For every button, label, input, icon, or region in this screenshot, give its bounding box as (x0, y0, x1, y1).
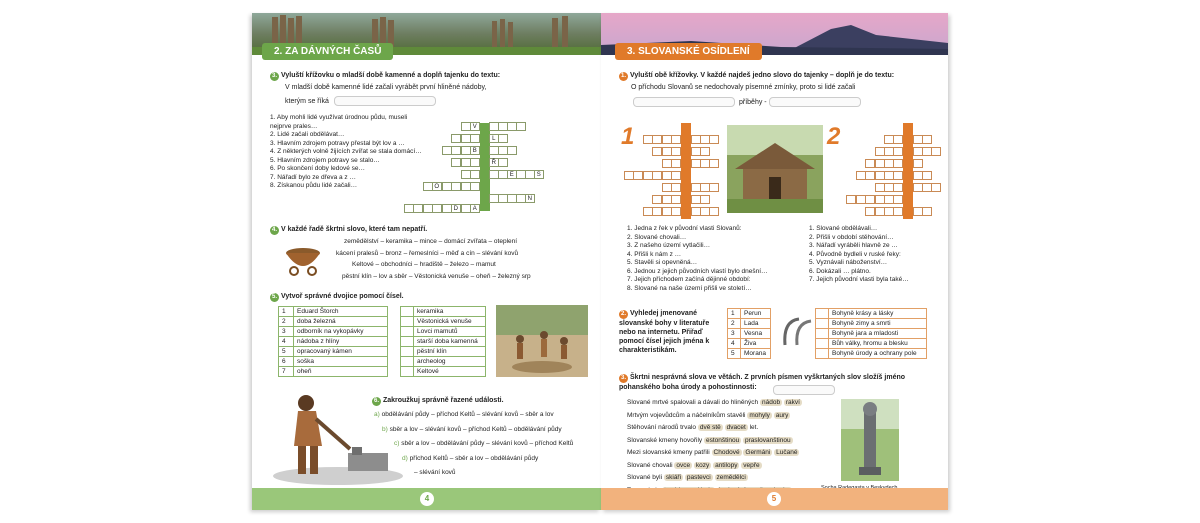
exercise-title: V každé řadě škrtni slovo, které tam nepatří. (280, 226, 428, 233)
exercise-4 (270, 225, 427, 235)
text-item[interactable]: dvacet (726, 424, 746, 431)
text-item: d) (402, 454, 408, 462)
table-cell[interactable] (401, 347, 414, 357)
sequence-options (374, 411, 594, 478)
crossword-cell[interactable] (652, 195, 662, 204)
clue-7: 7. Nářadí bylo ze dřeva a z … (270, 173, 356, 181)
option-a[interactable] (374, 411, 594, 420)
text-item: Slovanské kmeny hovořily (627, 436, 703, 444)
crossword-cell[interactable] (470, 158, 480, 167)
option-d[interactable] (402, 455, 594, 464)
crossword-cell[interactable]: B (470, 146, 480, 155)
text-item: c) (394, 440, 400, 447)
text-item: 7. Jejich původní vlasti byla také… (809, 276, 909, 283)
crossword-cell[interactable] (671, 195, 681, 204)
text-item[interactable]: pastevci (686, 474, 711, 481)
crossword-cell[interactable] (671, 207, 681, 216)
crossword-grid[interactable] (392, 113, 552, 213)
table-cell[interactable] (401, 357, 414, 367)
exercise-title: Škrtni nesprávná slova ve větách. Z prvních písmen vyškrtaných slov složíš jméno pohanského boha úrody a pohostinnosti: (619, 374, 906, 391)
table-cell[interactable] (816, 329, 829, 339)
crossword-cell[interactable] (700, 195, 710, 204)
table-cell[interactable] (401, 337, 414, 347)
crossword-cell[interactable]: L (489, 134, 499, 143)
left-page (252, 13, 601, 510)
clue-6: 6. Po skončení doby ledové se… (270, 165, 366, 172)
table-cell: 2 (279, 317, 294, 327)
crossword-cell[interactable]: E (507, 170, 517, 179)
crossword-cell[interactable] (913, 159, 923, 168)
text-item: sběr a lov – obdělávání půdy – slévání kovů – příchod Keltů (401, 440, 574, 447)
crossword-cell[interactable] (432, 204, 442, 213)
answer-line-3[interactable] (773, 385, 835, 395)
sentence-5 (627, 449, 827, 458)
crossword-cell[interactable] (922, 135, 932, 144)
text-item[interactable]: mohyly (749, 411, 770, 419)
crossword-cell[interactable] (451, 182, 461, 191)
option-b[interactable] (382, 426, 594, 435)
pairs-table-right (400, 306, 486, 377)
text-item: 4. Přišli k nám z … (627, 250, 682, 258)
sentence-4 (627, 437, 827, 446)
clue-1: 1. Aby mohli lidé využívat úrodnou půdu, museli nejprve prales… (270, 114, 408, 130)
sentence-1 (627, 399, 827, 408)
word-rows (336, 238, 596, 281)
exercise-3 (270, 71, 590, 81)
table-cell: Lada (741, 319, 771, 329)
text-item: 8. Slované na naše území přišli ve století… (627, 284, 752, 292)
text-item: 5. Stavěli si opevněná… (627, 259, 698, 266)
text-item[interactable]: aury (775, 411, 789, 419)
text-item: Mrtvým vojevůdcům a náčelníkům stavěli (627, 411, 746, 419)
table-cell[interactable] (816, 309, 829, 319)
clue-list-1 (627, 225, 802, 293)
table-cell: oheň (294, 367, 388, 377)
chapter-header: 3. SLOVANSKÉ OSÍDLENÍ (615, 43, 762, 60)
crossword-cell[interactable] (451, 158, 461, 167)
table-cell[interactable] (401, 327, 414, 337)
table-cell: nádoba z hlíny (294, 337, 388, 347)
table-cell: opracovaný kámen (294, 347, 388, 357)
tajenka-column (681, 123, 691, 219)
exercise-number: 4. (271, 227, 277, 233)
table-cell: 6 (279, 357, 294, 367)
chapter-header: 2. ZA DÁVNÝCH ČASŮ (262, 43, 393, 60)
crossword-cell[interactable] (671, 183, 681, 192)
exercise-number: 6. (373, 398, 379, 404)
exercise-title: Vyhledej jmenované slovanské bohy v literatuře nebo na internetu. Přiřaď pomocí čísel jejich jména k charakteristikám. (619, 310, 710, 354)
gods-table (727, 308, 771, 359)
option-c[interactable] (394, 440, 594, 449)
table-cell[interactable] (816, 319, 829, 329)
table-cell: odborník na vykopávky (294, 327, 388, 337)
clue-5: 5. Hlavním zdrojem potravy se stalo… (270, 156, 380, 164)
page-number: 4 (420, 492, 434, 506)
crossword-cell[interactable] (893, 159, 903, 168)
clue-4: 4. Z některých volně žijících zvířat se stala domácí… (270, 148, 422, 155)
crossword-cell[interactable] (451, 134, 461, 143)
crossword-cell[interactable]: N (525, 194, 535, 203)
crossword-cell[interactable] (922, 171, 932, 180)
table-cell: Vesna (741, 329, 771, 339)
crossword-cell[interactable] (893, 207, 903, 216)
text-item: 3. Z našeho území vytlačili… (627, 242, 711, 249)
crossword-grid-1[interactable] (617, 123, 727, 223)
table-cell: Eduard Štorch (294, 307, 388, 317)
crossword-cell[interactable] (652, 207, 662, 216)
crossword-cell[interactable] (709, 183, 719, 192)
crossword-cell[interactable] (470, 182, 480, 191)
crossword-number-1: 1 (621, 123, 635, 150)
text-item: sběr a lov – slévání kovů – příchod Keltů – obdělávání půdy (389, 425, 562, 433)
text-item: 4. Původně bydleli v ruské řeky: (809, 250, 901, 258)
table-cell: 3 (279, 327, 294, 337)
sentence-3 (627, 424, 827, 433)
table-cell: Bohyně zimy a smrti (829, 319, 927, 329)
crossword-grid-2[interactable] (823, 123, 943, 223)
table-cell: Bohyně krásy a lásky (829, 309, 927, 319)
answer-line-2[interactable] (769, 97, 861, 107)
exercise-text-2: kterým se říká (285, 98, 329, 105)
text-item: 6. Jednou z jejich původních vlastí bylo dnešní… (627, 267, 768, 275)
crossword-cell[interactable] (893, 147, 903, 156)
crossword-cell[interactable]: V (470, 122, 480, 131)
table-cell: soška (294, 357, 388, 367)
exercise-3 (619, 373, 919, 392)
crossword-cell[interactable] (893, 195, 903, 204)
crossword-cell[interactable] (671, 159, 681, 168)
word-row-4[interactable]: pěstní klín – lov a sběr – Věstonická venuše – oheň – železný srp (342, 272, 531, 280)
table-cell: Keltové (414, 367, 486, 377)
answer-line-1[interactable] (633, 97, 735, 107)
crossword-cell[interactable] (700, 147, 710, 156)
crossword-cell[interactable] (893, 183, 903, 192)
table-cell: 1 (728, 309, 741, 319)
text-item[interactable]: Chodové (713, 449, 740, 456)
exercise-text-2: příběhy - (739, 99, 767, 106)
sentence-2 (627, 412, 827, 421)
exercise-number: 2. (620, 311, 626, 317)
description-table (815, 308, 927, 359)
table-cell: Perun (741, 309, 771, 319)
table-cell[interactable] (816, 339, 829, 349)
table-cell: doba železná (294, 317, 388, 327)
exercise-title: Vyluští křížovku o mladší době kamenné a doplň tajenku do textu: (280, 72, 501, 79)
text-item: – slévání kovů (414, 469, 456, 476)
text-item[interactable]: antilopy (715, 461, 738, 469)
table-cell: 5 (279, 347, 294, 357)
table-cell: keramika (414, 307, 486, 317)
crossword-cell[interactable] (865, 195, 875, 204)
table-cell[interactable] (401, 367, 414, 377)
crossword-cell[interactable]: A (470, 204, 480, 213)
crossword-cell[interactable] (931, 147, 941, 156)
crossword-cell[interactable] (413, 204, 423, 213)
crossword-cell[interactable] (709, 207, 719, 216)
exercise-number: 3. (620, 375, 626, 381)
crossword-cell[interactable] (671, 171, 681, 180)
text-item[interactable]: praslovanštinou (745, 436, 791, 444)
pairs-table-left (278, 306, 388, 377)
table-cell: Bůh války, hromu a blesku (829, 339, 927, 349)
crossword-cell[interactable] (507, 146, 517, 155)
text-item: 6. Dokázali … plátno. (809, 267, 871, 275)
exercise-text: O příchodu Slovanů se nedochovaly písemné zmínky, proto si lidé začali (631, 84, 856, 91)
right-page (601, 13, 948, 510)
text-item: 2. Slované chovali… (627, 233, 687, 241)
crossword-cell[interactable] (498, 158, 508, 167)
bronze-cauldron-image (282, 241, 324, 277)
crossword-cell[interactable]: Ř (489, 158, 499, 167)
sentence-7 (627, 474, 827, 483)
crossword-cell[interactable] (931, 183, 941, 192)
table-cell: pěstní klín (414, 347, 486, 357)
text-item: obdělávání půdy – příchod Keltů – slévání kovů – sběr a lov (381, 411, 554, 418)
crossword-cell[interactable] (652, 147, 662, 156)
table-cell[interactable] (401, 307, 414, 317)
text-item: Slované chovali (627, 461, 673, 469)
exercise-1 (619, 71, 939, 81)
table-cell: Živa (741, 339, 771, 349)
crossword-cell[interactable] (671, 135, 681, 144)
clue-2: 2. Lidé začali obdělávat… (270, 131, 345, 138)
text-item[interactable]: estonštinou (705, 436, 740, 444)
crossword-cell[interactable] (671, 147, 681, 156)
text-item: Stěhování národů trvalo (627, 424, 697, 431)
text-item: 2. Přišli v období stěhování… (809, 233, 894, 241)
table-cell: 1 (279, 307, 294, 317)
text-item[interactable]: kozy (695, 461, 710, 469)
crossword-cell[interactable] (893, 171, 903, 180)
text-item: 3. Nářadí vyráběli hlavně ze … (809, 242, 898, 249)
clue-list-2 (809, 225, 944, 285)
table-cell: archeolog (414, 357, 486, 367)
table-cell: Morana (741, 349, 771, 359)
clue-3: 3. Hlavním zdrojem potravy přestal být lov a … (270, 139, 405, 147)
crossword-cell[interactable] (516, 122, 526, 131)
text-item[interactable]: dvě stě (699, 424, 721, 431)
exercise-5 (270, 292, 404, 302)
table-cell: Věstonická venuše (414, 317, 486, 327)
crossword-cell[interactable] (633, 171, 643, 180)
crossword-cell[interactable]: O (432, 182, 442, 191)
text-item: 5. Vyznávali náboženství… (809, 259, 888, 266)
table-cell: 3 (728, 329, 741, 339)
crossword-cell[interactable] (451, 146, 461, 155)
text-item[interactable]: vepře (743, 461, 760, 469)
crossword-cell[interactable] (470, 134, 480, 143)
crossword-cell[interactable] (922, 207, 932, 216)
table-cell: Bohyně úrody a ochrany pole (829, 349, 927, 359)
word-row-1[interactable]: zemědělství – keramika – mince – domácí zvířata – oteplení (344, 238, 518, 245)
text-item[interactable]: skiáři (665, 474, 682, 481)
crossword-cell[interactable] (865, 159, 875, 168)
exercise-title: Zakroužkuj správně řazené události. (382, 397, 504, 404)
word-row-2[interactable]: kácení pralesů – bronz – řemeslníci – měď a cín – slévání kovů (336, 249, 519, 257)
table-cell: starší doba kamenná (414, 337, 486, 347)
sickle-image (779, 313, 815, 349)
crossword-cell[interactable] (470, 170, 480, 179)
table-cell: 4 (728, 339, 741, 349)
exercise-number: 1. (620, 73, 626, 79)
text-item: Slované byli (627, 474, 663, 481)
word-row-3[interactable]: Keltové – obchodníci – hradiště – železo – mamut (352, 261, 496, 268)
prehistoric-people-image (496, 305, 588, 377)
crossword-cell[interactable] (865, 207, 875, 216)
text-item[interactable]: nádob (761, 399, 781, 406)
text-item[interactable]: ovce (676, 461, 691, 469)
crossword-cell[interactable] (893, 135, 903, 144)
crossword-cell[interactable] (709, 135, 719, 144)
sentence-6 (627, 462, 827, 471)
text-item: 7. Jejich příchodem začíná dějinné období: (627, 276, 751, 283)
crossword-cell[interactable]: S (534, 170, 544, 179)
clue-8: 8. Získanou půdu lidé začali… (270, 182, 358, 189)
sentences (627, 399, 827, 495)
text-item: let. (749, 424, 759, 431)
table-cell: 5 (728, 349, 741, 359)
text-item[interactable]: Germáni (745, 449, 771, 456)
crossword-cell[interactable] (498, 134, 508, 143)
text-item[interactable]: Lučané (776, 449, 798, 456)
crossword-number-2: 2 (827, 123, 841, 150)
table-cell: 7 (279, 367, 294, 377)
text-item: b) (382, 425, 388, 433)
exercise-2 (619, 309, 719, 355)
text-item[interactable]: rakví (785, 399, 800, 406)
crossword-cell[interactable]: D (451, 204, 461, 213)
text-item: Mezi slovanské kmeny patřili (627, 449, 710, 456)
exercise-number: 3. (271, 73, 277, 79)
crossword-cell[interactable] (709, 159, 719, 168)
text-item: 1. Jedna z řek v původní vlasti Slovanů: (627, 225, 742, 232)
crossword-cell[interactable] (652, 171, 662, 180)
exercise-text: V mladší době kamenné lidé začali vyrábět první hliněné nádoby, (285, 84, 487, 91)
crossword-cell[interactable] (865, 171, 875, 180)
table-cell: 4 (279, 337, 294, 347)
option-d-continued (414, 469, 594, 478)
answer-line[interactable] (334, 96, 436, 106)
table-cell: Lovci mamutů (414, 327, 486, 337)
table-cell[interactable] (816, 349, 829, 359)
crossword-cell[interactable] (652, 135, 662, 144)
table-cell: Bohyně jara a mladosti (829, 329, 927, 339)
text-item: a) (374, 411, 380, 418)
text-item: 1. Slované obdělávali… (809, 225, 878, 232)
crossword-cell[interactable] (846, 195, 856, 204)
wooden-hut-image (727, 125, 823, 213)
tajenka-column (903, 123, 913, 219)
text-item: příchod Keltů – sběr a lov – obdělávání půdy (409, 454, 539, 462)
exercise-title: Vyluští obě křížovky. V každé najdeš jedno slovo do tajenky – doplň je do textu: (629, 72, 895, 79)
exercise-title: Vytvoř správné dvojice pomocí čísel. (280, 293, 404, 300)
text-item[interactable]: zemědělci (716, 474, 746, 481)
text-item: Slované mrtvé spalovali a dávali do hliněných (627, 399, 759, 406)
exercise-number: 5. (271, 294, 277, 300)
radegast-statue-image (841, 399, 899, 481)
table-cell: 2 (728, 319, 741, 329)
page-number: 5 (767, 492, 781, 506)
table-cell[interactable] (401, 317, 414, 327)
